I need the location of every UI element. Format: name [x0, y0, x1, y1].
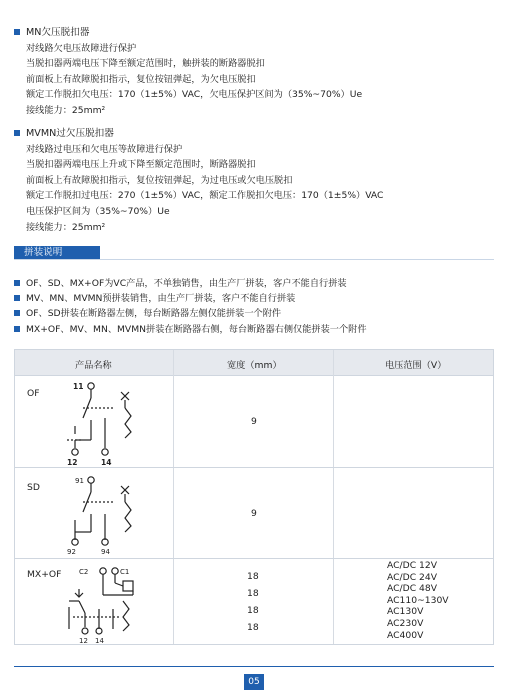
- voltage-list: [387, 560, 449, 641]
- mvmn-section: [14, 126, 494, 235]
- product-name: OF: [27, 388, 40, 399]
- table-header: [15, 350, 493, 376]
- width-value: 18: [247, 605, 259, 616]
- list-item: [14, 276, 494, 291]
- list-item: [14, 291, 494, 306]
- footer-divider: [14, 666, 494, 667]
- list-item-text: MX+OF、MV、MN、MVMN拼装在断路器右侧，每台断路器右侧仅能拼装一个附件: [26, 323, 367, 335]
- mn-line: 前面板上有故障脱扣指示，复位按钮弹起，为欠电压脱扣: [26, 73, 256, 85]
- width-value: 18: [247, 588, 259, 599]
- bullet-square-icon: [14, 280, 20, 286]
- assembly-bullets: [14, 276, 494, 337]
- mvmn-line: 前面板上有故障脱扣指示，复位按钮弹起，为过电压或欠电压脱扣: [26, 174, 293, 186]
- terminal-label: 92: [67, 548, 76, 556]
- voltage-value: AC130V: [387, 606, 424, 618]
- width-value: 18: [247, 571, 259, 582]
- bullet-square-icon: [14, 295, 20, 301]
- product-name: MX+OF: [27, 569, 62, 580]
- mvmn-title-text: MVMN过欠压脱扣器: [26, 128, 114, 139]
- mn-section: [14, 25, 494, 119]
- mn-line: 当脱扣器两端电压下降至额定范围时，触拼装的断路器脱扣: [26, 58, 265, 70]
- terminal-label: 11: [73, 382, 84, 391]
- voltage-value: AC/DC 12V: [387, 560, 438, 571]
- terminal-label: 91: [75, 477, 84, 485]
- accessory-table: [14, 349, 494, 645]
- width-value: 18: [247, 622, 259, 633]
- mvmn-line: 当脱扣器两端电压上升或下降至额定范围时，断路器脱扣: [26, 159, 256, 171]
- list-item: [14, 306, 494, 321]
- mn-title: [14, 25, 494, 41]
- terminal-label: 94: [101, 548, 110, 556]
- voltage-value: AC400V: [387, 629, 424, 641]
- bullet-square-icon: [14, 130, 20, 136]
- voltage-value: AC110~130V: [387, 594, 449, 606]
- bullet-square-icon: [14, 310, 20, 316]
- mn-line: 额定工作脱扣欠电压：170（1±5%）VAC，欠电压保护区间为（35%~70%）Ue: [26, 89, 363, 101]
- bullet-square-icon: [14, 326, 20, 332]
- voltage-value: AC/DC 48V: [387, 583, 438, 595]
- mvmn-line: 电压保护区间为（35%~70%）Ue: [26, 205, 170, 217]
- mn-line: 对线路欠电压故障进行保护: [26, 42, 137, 54]
- voltage-value: AC230V: [387, 617, 424, 629]
- mvmn-line: 接线能力：25mm²: [26, 221, 106, 233]
- terminal-label: 14: [101, 458, 112, 466]
- terminal-label: 12: [67, 458, 78, 466]
- width-value: 9: [251, 416, 257, 427]
- mn-line: 接线能力：25mm²: [26, 104, 106, 116]
- terminal-label: 12: [79, 637, 88, 645]
- header-width: 宽度（mm）: [227, 360, 282, 371]
- table-row: [15, 559, 493, 644]
- page-number: 05: [244, 674, 264, 690]
- table-row: [15, 468, 493, 559]
- mvmn-line: 对线路过电压和欠电压等故障进行保护: [26, 143, 183, 155]
- mxof-wiring-diagram: [39, 561, 159, 645]
- list-item-text: OF、SD拼装在断路器左侧，每台断路器左侧仅能拼装一个附件: [26, 308, 282, 320]
- list-item-text: OF、SD、MX+OF为VC产品，不单独销售，由生产厂拼装，客户不能自行拼装: [26, 278, 347, 289]
- list-item: [14, 322, 494, 337]
- of-wiring-diagram: [45, 378, 155, 466]
- assembly-divider: [14, 259, 494, 260]
- mvmn-line: 额定工作脱扣过电压：270（1±5%）VAC，额定工作脱扣欠电压：170（1±5%）VAC: [26, 190, 384, 202]
- terminal-label: 14: [95, 637, 104, 645]
- table-row: [15, 376, 493, 468]
- product-name: SD: [27, 482, 40, 493]
- sd-wiring-diagram: [45, 470, 155, 556]
- terminal-label: C1: [120, 568, 130, 576]
- assembly-header: 拼装说明: [14, 246, 100, 260]
- voltage-value: AC/DC 24V: [387, 571, 438, 583]
- terminal-label: C2: [79, 568, 89, 576]
- header-voltage: 电压范围（V）: [385, 360, 447, 371]
- header-product-name: 产品名称: [75, 360, 112, 371]
- mvmn-title: [14, 126, 494, 142]
- bullet-square-icon: [14, 29, 20, 35]
- width-value: 9: [251, 508, 257, 519]
- list-item-text: MV、MN、MVMN预拼装销售，由生产厂拼装，客户不能自行拼装: [26, 293, 296, 305]
- mn-title-text: MN欠压脱扣器: [26, 27, 90, 38]
